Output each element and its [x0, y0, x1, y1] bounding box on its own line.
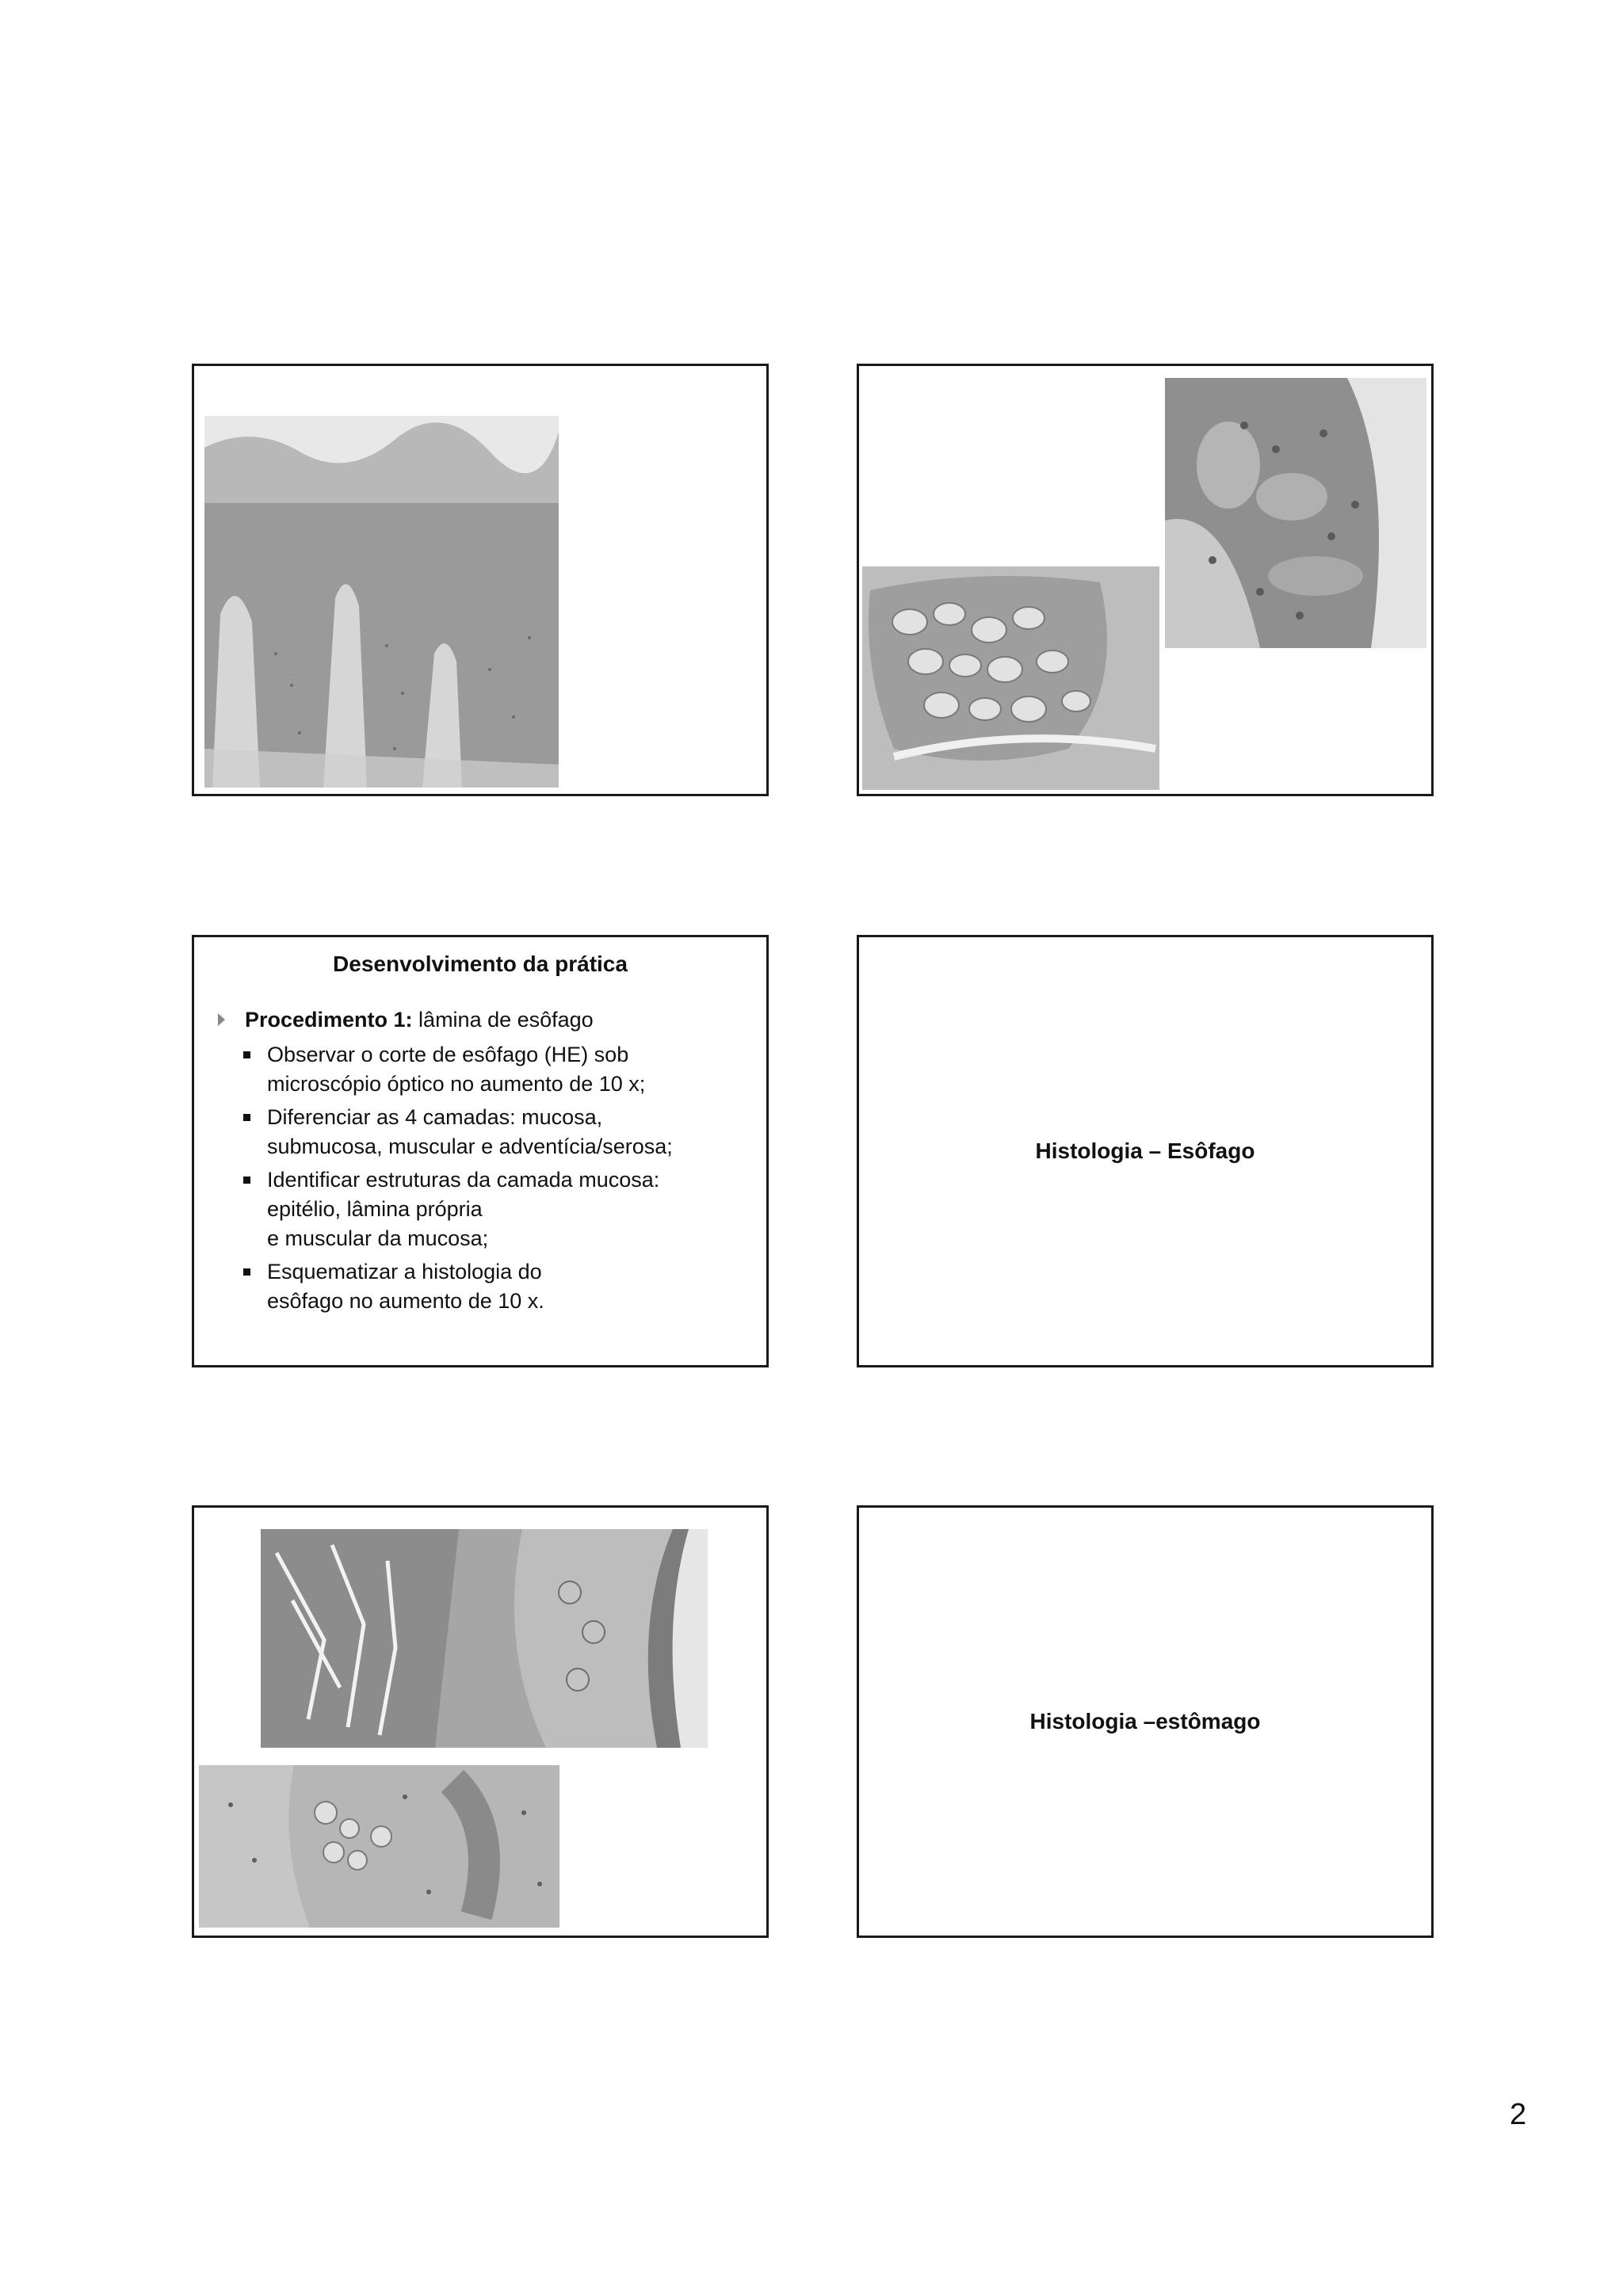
square-bullet-icon	[243, 1114, 250, 1121]
list-item-line: esôfago no aumento de 10 x.	[267, 1289, 544, 1313]
list-item	[267, 1040, 758, 1099]
slide-title: Histologia –estômago	[1029, 1709, 1261, 1733]
slide-3	[192, 935, 769, 1367]
slide-heading: Desenvolvimento da prática	[333, 952, 628, 976]
list-item	[267, 1165, 758, 1253]
square-bullet-icon	[243, 1051, 250, 1058]
square-bullet-icon	[243, 1268, 250, 1276]
micrograph-glands	[862, 566, 1159, 790]
procedure-label: Procedimento 1:	[245, 1008, 413, 1032]
micrograph-submucosal-glands	[199, 1765, 559, 1928]
micrograph-esophagus-epithelium	[204, 416, 559, 788]
slide-1	[192, 364, 769, 796]
list-item-line: submucosa, muscular e adventícia/serosa;	[267, 1135, 673, 1158]
list-item	[267, 1257, 758, 1316]
procedure-item	[245, 1005, 594, 1034]
square-bullet-icon	[243, 1177, 250, 1184]
micrograph-esophagus-wall	[261, 1529, 708, 1748]
triangle-bullet-icon	[218, 1013, 225, 1026]
slide-4	[857, 935, 1434, 1367]
list-item-line: Diferenciar as 4 camadas: mucosa,	[267, 1105, 603, 1129]
list-item-line: microscópio óptico no aumento de 10 x;	[267, 1072, 646, 1096]
slide-2	[857, 364, 1434, 796]
procedure-steps	[267, 1040, 758, 1320]
list-item-line: Observar o corte de esôfago (HE) sob	[267, 1043, 629, 1066]
micrograph-epithelium-detail	[1165, 378, 1426, 648]
list-item-line: Esquematizar a histologia do	[267, 1260, 542, 1283]
list-item-line: Identificar estruturas da camada mucosa:	[267, 1168, 660, 1192]
slide-title: Histologia – Esôfago	[1035, 1138, 1255, 1163]
slide-6	[857, 1505, 1434, 1938]
slide-5	[192, 1505, 769, 1938]
list-item	[267, 1103, 758, 1161]
page-number: 2	[1510, 2098, 1527, 2131]
list-item-line: e muscular da mucosa;	[267, 1226, 489, 1250]
procedure-text: lâmina de esôfago	[412, 1008, 594, 1032]
list-item-line: epitélio, lâmina própria	[267, 1197, 483, 1221]
